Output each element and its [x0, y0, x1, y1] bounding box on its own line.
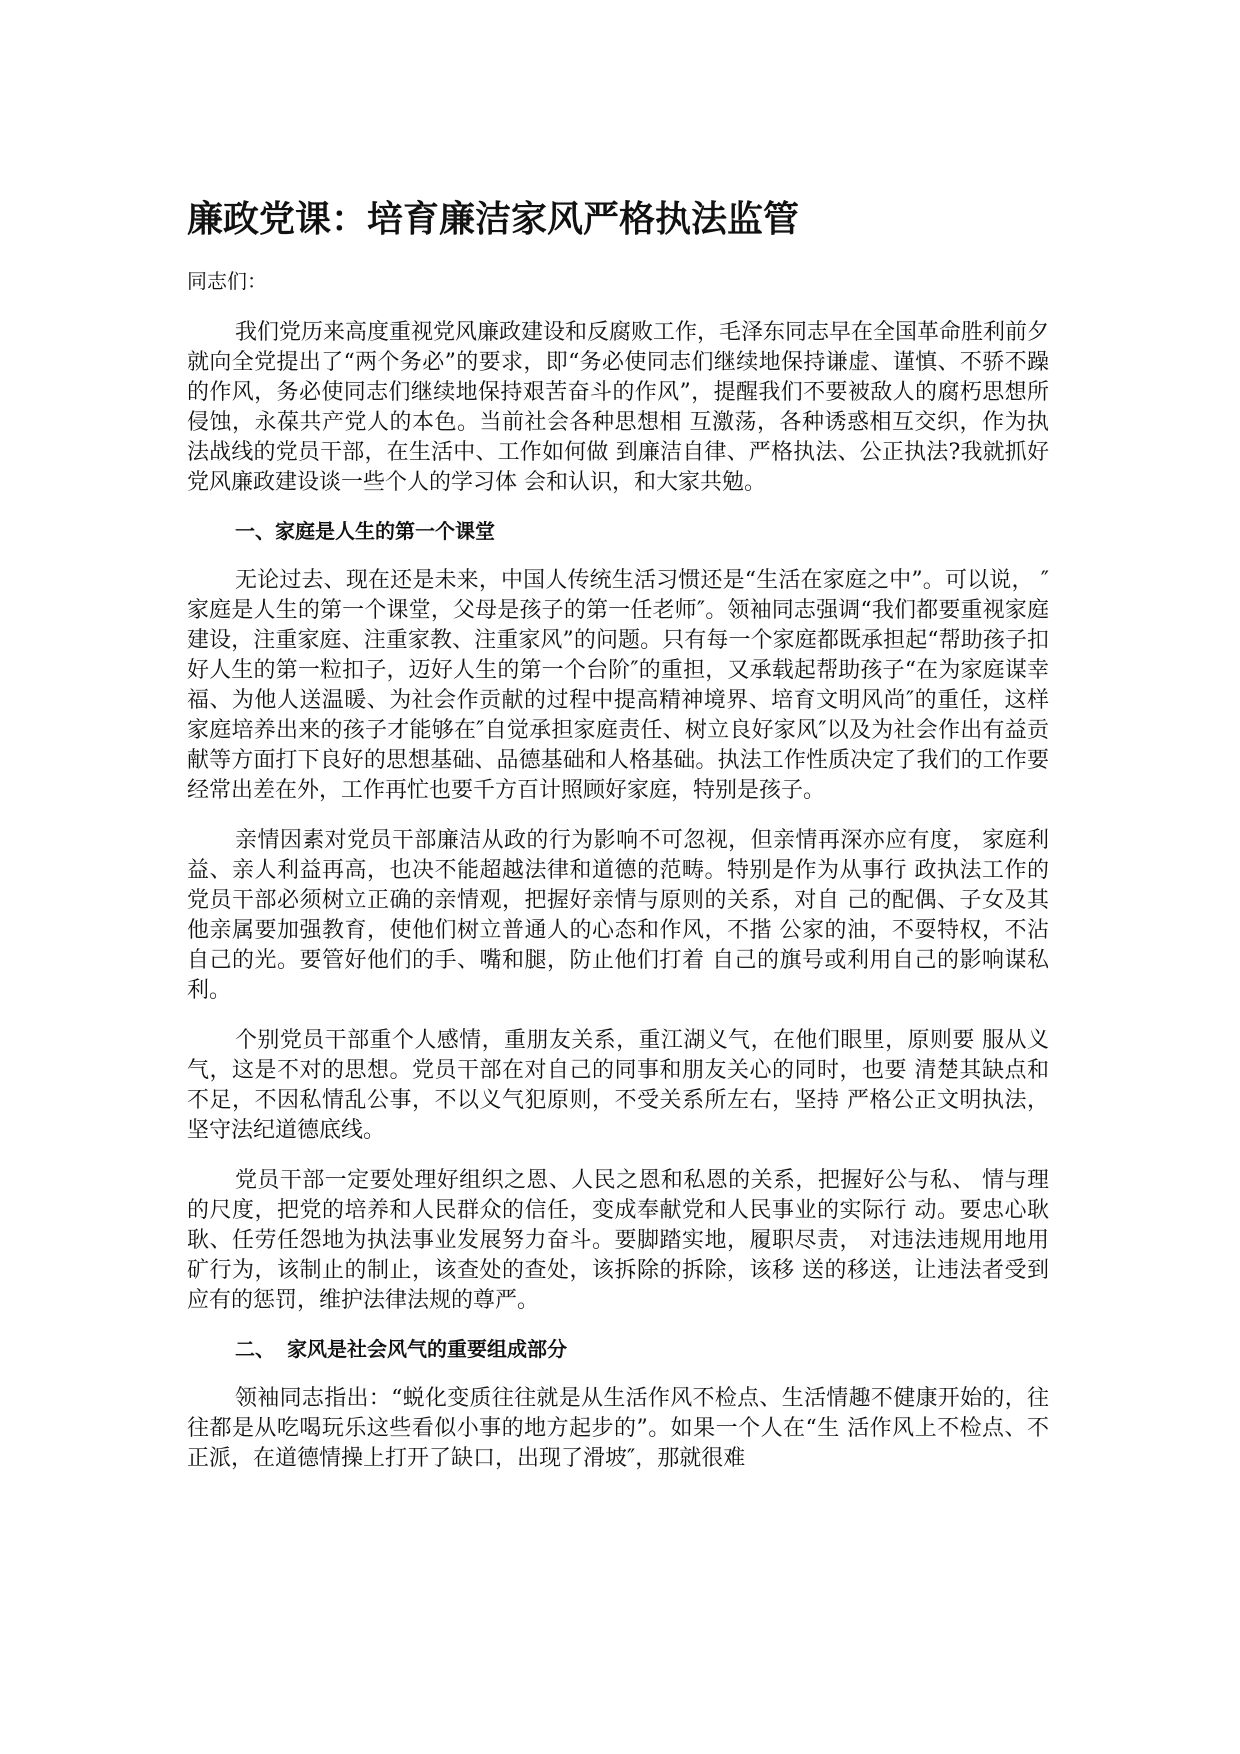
section-2-paragraph-1: 领袖同志指出：“蜕化变质往往就是从生活作风不检点、生活情趣不健康开始的，往往都是从吃喝玩乐这些看似小事的地方起步的”。如果一个人在“生 活作风上不检点、不正派，在道德情操上打开了缺口，出现了滑坡″，那就很难 — [187, 1386, 1049, 1471]
section-1-paragraph-3: 个别党员干部重个人感情，重朋友关系，重江湖义气，在他们眼里，原则要 服从义气，这是不对的思想。党员干部在对自己的同事和朋友关心的同时，也要 清楚其缺点和不足，不因私情乱公事，不以义气犯原则，不受关系所左右，坚持 严格公正文明执法，坚守法纪道德底线。 — [187, 1028, 1049, 1143]
document-page — [187, 196, 1049, 1474]
section-1-paragraph-2: 亲情因素对党员干部廉洁从政的行为影响不可忽视，但亲情再深亦应有度， 家庭利益、亲人利益再高，也决不能超越法律和道德的范畴。特别是作为从事行 政执法工作的党员干部必须树立正确的亲情观，把握好亲情与原则的关系，对自 己的配偶、子女及其他亲属要加强教育，使他们树立普通人的心态和作风，不揩 公家的油，不耍特权，不沾自己的光。要管好他们的手、嘴和腿，防止他们打着 自己的旗号或利用自己的影响谋私利。 — [187, 828, 1049, 1003]
greeting: 同志们： — [187, 269, 267, 293]
section-1-paragraph-1: 无论过去、现在还是未来，中国人传统生活习惯还是“生活在家庭之中”。可以说， ″家庭是人生的第一个课堂，父母是孩子的第一任老师″。领袖同志强调“我们都要重视家庭建设，注重家庭、注重家教、注重家风”的问题。只有每一个家庭都既承担起“帮助孩子扣好人生的第一粒扣子，迈好人生的第一个台阶″的重担，又承载起帮助孩子“在为家庭谋幸福、为他人送温暖、为社会作贡献的过程中提高精神境界、培育文明风尚″的重任，这样家庭培养出来的孩子才能够在″自觉承担家庭责任、树立良好家风″以及为社会作出有益贡献等方面打下良好的思想基础、品德基础和人格基础。执法工作性质决定了我们的工作要经常出差在外，工作再忙也要千方百计照顾好家庭，特别是孩子。 — [187, 568, 1049, 803]
section-2-heading-number: 二、 — [235, 1337, 275, 1361]
section-2-heading — [187, 1334, 1049, 1364]
document-title: 廉政党课：培育廉洁家风严格执法监管 — [187, 199, 800, 240]
intro-paragraph: 我们党历来高度重视党风廉政建设和反腐败工作，毛泽东同志早在全国革命胜利前夕就向全党提出了“两个务必”的要求，即“务必使同志们继续地保持谦虚、谨慎、不骄不躁的作风，务必使同志们继续地保持艰苦奋斗的作风”，提醒我们不要被敌人的腐朽思想所侵蚀，永葆共产党人的本色。当前社会各种思想相 互激荡，各种诱惑相互交织，作为执法战线的党员干部，在生活中、工作如何做 到廉洁自律、严格执法、公正执法?我就抓好党风廉政建设谈一些个人的学习体 会和认识，和大家共勉。 — [187, 320, 1050, 495]
section-1-heading: 一、家庭是人生的第一个课堂 — [235, 519, 495, 543]
section-1-paragraph-4: 党员干部一定要处理好组织之恩、人民之恩和私恩的关系，把握好公与私、 情与理的尺度，把党的培养和人民群众的信任，变成奉献党和人民事业的实际行 动。要忠心耿耿、任劳任怨地为执法事业发展努力奋斗。要脚踏实地，履职尽责， 对违法违规用地用矿行为，该制止的制止，该查处的查处，该拆除的拆除，该移 送的移送，让违法者受到应有的惩罚，维护法律法规的尊严。 — [187, 1168, 1049, 1313]
section-2-heading-text: 家风是社会风气的重要组成部分 — [287, 1337, 567, 1361]
